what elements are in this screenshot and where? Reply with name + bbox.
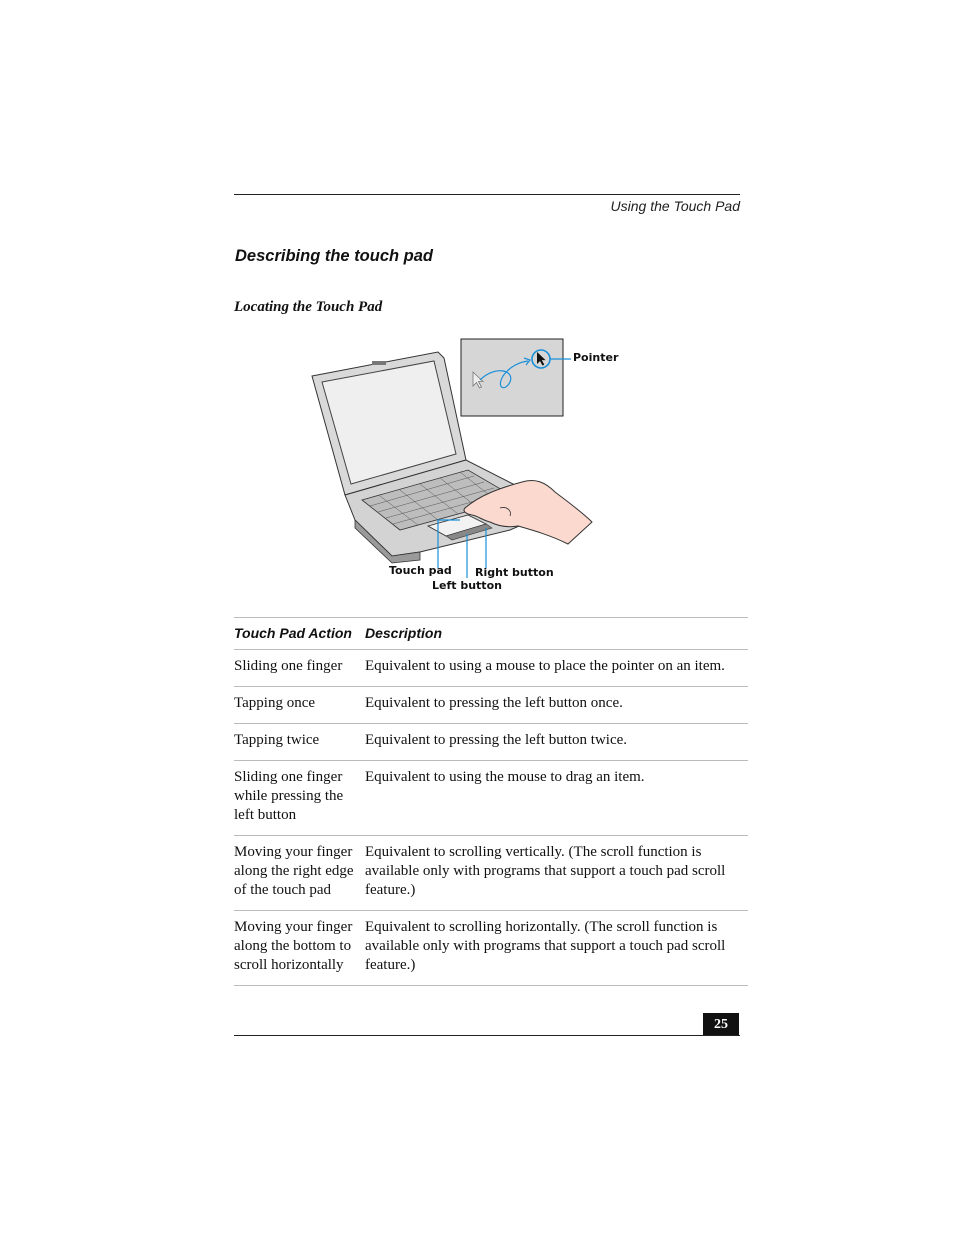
action-cell: Sliding one finger	[234, 650, 365, 687]
lid-latch	[372, 361, 386, 365]
description-cell: Equivalent to scrolling horizontally. (The scroll function is available only with programs that support a touch pad scroll feature.)	[365, 911, 748, 986]
description-cell: Equivalent to using the mouse to drag an item.	[365, 761, 748, 836]
action-cell: Moving your finger along the right edge of the touch pad	[234, 836, 365, 911]
page-number: 25	[703, 1013, 739, 1036]
touch-pad-label: Touch pad	[389, 564, 452, 577]
header-rule	[234, 194, 740, 195]
footer-rule	[234, 1035, 740, 1036]
description-cell: Equivalent to scrolling vertically. (The scroll function is available only with programs that support a touch pad scroll feature.)	[365, 836, 748, 911]
action-cell: Moving your finger along the bottom to scroll horizontally	[234, 911, 365, 986]
action-cell: Tapping twice	[234, 724, 365, 761]
description-cell: Equivalent to using a mouse to place the pointer on an item.	[365, 650, 748, 687]
laptop-illustration	[300, 330, 640, 600]
table-row	[234, 911, 748, 986]
action-cell: Tapping once	[234, 687, 365, 724]
pointer-label: Pointer	[573, 351, 619, 364]
description-cell: Equivalent to pressing the left button once.	[365, 687, 748, 724]
figure-title: Locating the Touch Pad	[234, 299, 383, 315]
column-header-action: Touch Pad Action	[234, 618, 365, 650]
column-header-description: Description	[365, 618, 748, 650]
touch-pad-figure	[300, 330, 640, 600]
right-button-label: Right button	[475, 566, 554, 579]
left-button-label: Left button	[432, 579, 502, 592]
touch-pad-actions-table	[234, 617, 748, 986]
action-cell: Sliding one finger while pressing the left button	[234, 761, 365, 836]
table-row	[234, 761, 748, 836]
table-row	[234, 687, 748, 724]
table-header-row	[234, 618, 748, 650]
table-row	[234, 724, 748, 761]
table-row	[234, 650, 748, 687]
running-head: Using the Touch Pad	[610, 198, 740, 214]
description-cell: Equivalent to pressing the left button twice.	[365, 724, 748, 761]
table-row	[234, 836, 748, 911]
section-title: Describing the touch pad	[235, 247, 434, 265]
